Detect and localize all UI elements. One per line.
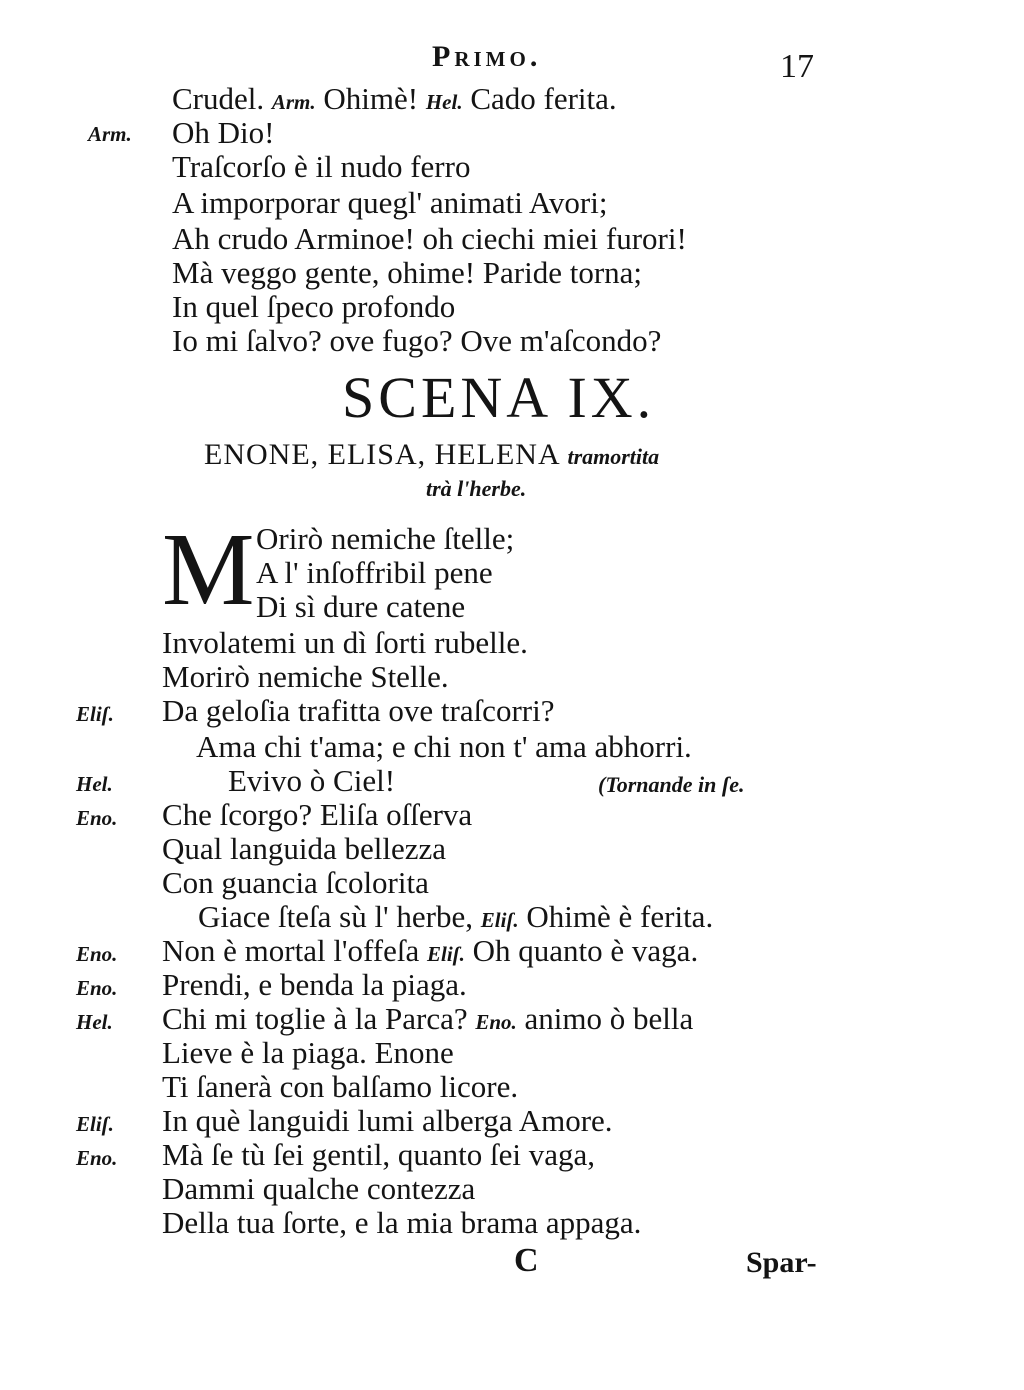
verse-line: Ama chi t'ama; e chi non t' ama abhorri. <box>196 729 692 764</box>
verse-line: Orirò nemiche ſtelle; <box>256 521 515 556</box>
page-number: 17 <box>780 48 814 85</box>
scene-title: SCENA IX. <box>342 365 656 430</box>
verse-line: Involatemi un dì ſorti rubelle. <box>162 625 528 660</box>
scene-subtitle: trà l'herbe. <box>426 476 527 501</box>
verse-text: Ohimè! <box>315 81 426 116</box>
verse-line: Mà veggo gente, ohime! Paride torna; <box>172 255 643 290</box>
speaker-tag: Eno. <box>76 976 118 1000</box>
verse-line <box>162 934 698 971</box>
verse-text: Oh quanto è vaga. <box>464 933 699 968</box>
speaker-tag-inline: Arm. <box>271 90 316 114</box>
speaker-tag-inline: Hel. <box>425 90 463 114</box>
verse-line: Della tua ſorte, e la mia brama appaga. <box>162 1205 642 1240</box>
verse-text: Chi mi toglie à la Parca? <box>162 1001 476 1036</box>
verse-line: Dammi qualche contezza <box>162 1171 476 1206</box>
verse-text: Non è mortal l'offeſa <box>162 933 427 968</box>
stage-direction: (Tornande in ſe. <box>598 772 745 797</box>
verse-line: A l' inſoffribil pene <box>256 555 493 590</box>
verse-line: Evivo ò Ciel! <box>228 763 396 798</box>
character-list: ENONE, ELISA, HELENA <box>204 438 559 471</box>
speaker-tag: Eno. <box>76 1146 118 1170</box>
verse-line: Qual languida bellezza <box>162 831 447 866</box>
verse-line: Io mi ſalvo? ove fugo? Ove m'aſcondo? <box>172 323 662 358</box>
catchword: Spar- <box>746 1246 817 1279</box>
verse-text: Cado ferita. <box>462 81 617 116</box>
verse-text: animo ò bella <box>516 1001 694 1036</box>
verse-text: Ohimè è ferita. <box>518 899 714 934</box>
verse-line: Prendi, e benda la piaga. <box>162 967 467 1002</box>
verse-line: Con guancia ſcolorita <box>162 865 429 900</box>
verse-line <box>162 1002 693 1039</box>
speaker-tag-inline: Eno. <box>475 1010 517 1034</box>
speaker-tag: Hel. <box>76 1010 113 1034</box>
speaker-tag: Eliſ. <box>76 702 114 726</box>
verse-line: Morirò nemiche Stelle. <box>162 659 449 694</box>
speaker-tag: Eno. <box>76 806 118 830</box>
characters-note: tramortita <box>567 444 660 469</box>
verse-text: Crudel. <box>172 81 272 116</box>
verse-line: Da geloſia trafitta ove traſcorri? <box>162 693 555 728</box>
verse-line: Lieve è la piaga. Enone <box>162 1035 454 1070</box>
speaker-tag: Hel. <box>76 772 113 796</box>
verse-line: In què languidi lumi alberga Amore. <box>162 1103 613 1138</box>
verse-line: In quel ſpeco profondo <box>172 289 456 324</box>
verse-line: Ti ſanerà con balſamo licore. <box>162 1069 519 1104</box>
verse-line: Traſcorſo è il nudo ferro <box>172 149 471 184</box>
speaker-tag: Eno. <box>76 942 118 966</box>
verse-line: Ah crudo Arminoe! oh ciechi miei furori! <box>172 221 687 256</box>
speaker-tag: Eliſ. <box>76 1112 114 1136</box>
verse-line: Oh Dio! <box>172 115 275 150</box>
verse-line: Che ſcorgo? Eliſa oſſerva <box>162 797 473 832</box>
speaker-tag-inline: Eliſ. <box>480 908 519 932</box>
speaker-tag: Arm. <box>88 122 132 146</box>
verse-line <box>172 82 617 119</box>
verse-line: Di sì dure catene <box>256 589 466 624</box>
running-title: Primo. <box>432 40 542 73</box>
verse-line: A imporporar quegl' animati Avori; <box>172 185 608 220</box>
verse-line <box>198 900 713 937</box>
signature-mark: C <box>514 1242 539 1279</box>
drop-cap: M <box>162 512 255 627</box>
scene-characters <box>204 438 659 472</box>
verse-text: Giace ſteſa sù l' herbe, <box>198 899 481 934</box>
verse-line: Mà ſe tù ſei gentil, quanto ſei vaga, <box>162 1137 596 1172</box>
speaker-tag-inline: Eliſ. <box>426 942 465 966</box>
